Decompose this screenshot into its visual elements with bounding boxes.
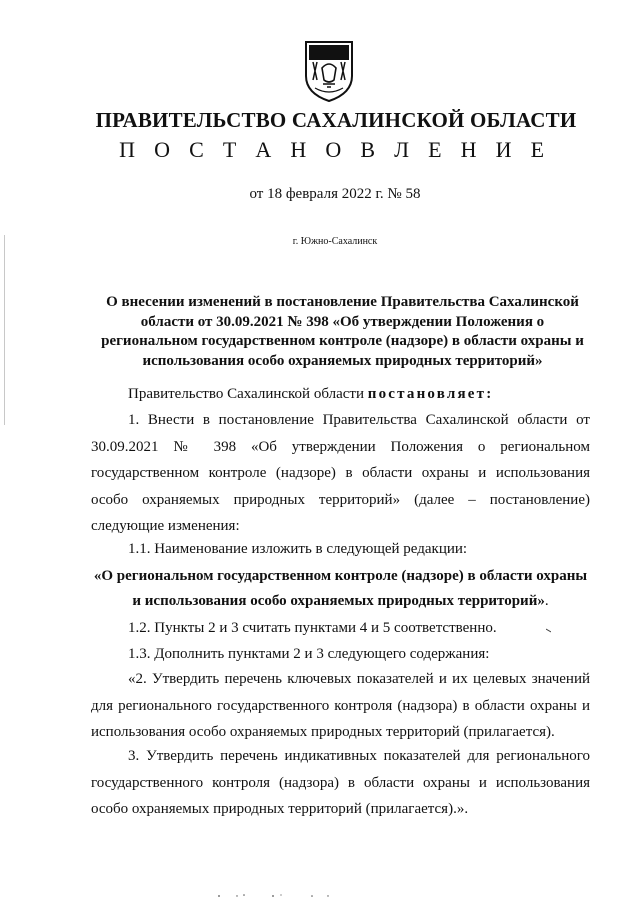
paragraph-1-2: 1.2. Пункты 2 и 3 считать пунктами 4 и 5 соответственно. bbox=[128, 620, 497, 636]
paragraph-2: «2. Утвердить перечень ключевых показателей и их целевых значений для регионального государственного контроля (надзора) в области охраны и использования особо охраняемых природных территорий (прилагается). bbox=[91, 671, 590, 740]
document-type: П О С Т А Н О В Л Е Н И Е bbox=[119, 137, 551, 162]
intro-paragraph bbox=[91, 381, 590, 408]
paragraph-1-3: 1.3. Дополнить пунктами 2 и 3 следующего содержания: bbox=[128, 646, 490, 662]
sakhalin-coat-of-arms-icon bbox=[303, 40, 355, 102]
document-city: г. Южно-Сахалинск bbox=[292, 236, 378, 247]
new-title-quote bbox=[91, 564, 590, 614]
government-name: ПРАВИТЕЛЬСТВО САХАЛИНСКОЙ ОБЛАСТИ bbox=[95, 108, 577, 132]
paragraph-1-1: 1.1. Наименование изложить в следующей редакции: bbox=[128, 541, 468, 557]
document-date-number: от 18 февраля 2022 г. № 58 bbox=[249, 186, 421, 202]
new-title-tail: . bbox=[544, 593, 549, 609]
paragraph-3: 3. Утвердить перечень индикативных показателей для регионального государственного контроля (надзора) в области охраны и использования особо охраняемых природных территорий (прилагается).». bbox=[91, 748, 590, 817]
scan-speck bbox=[546, 628, 551, 633]
intro-prefix: Правительство Сахалинской области bbox=[128, 386, 368, 402]
scan-specks-bottom bbox=[215, 893, 335, 899]
intro-resolves: постановляет: bbox=[367, 386, 494, 402]
paragraph-1: 1. Внести в постановление Правительства Сахалинской области от 30.09.2021 № 398 «Об утверждении Положения о региональном государственном контроле (надзоре) в области охраны и использования особо охраняемых природных территорий» (далее – постановление) следующие изменения: bbox=[91, 412, 590, 534]
document-subject: О внесении изменений в постановление Правительства Сахалинской области от 30.09.2021 № 398 «Об утверждении Положения о региональном государственном контроле (надзоре) в области охраны и использования особо охраняемых природных территорий» bbox=[101, 294, 584, 369]
scan-edge-line bbox=[4, 235, 5, 425]
new-title-bold: «О региональном государственном контроле (надзоре) в области охраны и использования особо охраняемых природных территорий» bbox=[93, 568, 588, 609]
